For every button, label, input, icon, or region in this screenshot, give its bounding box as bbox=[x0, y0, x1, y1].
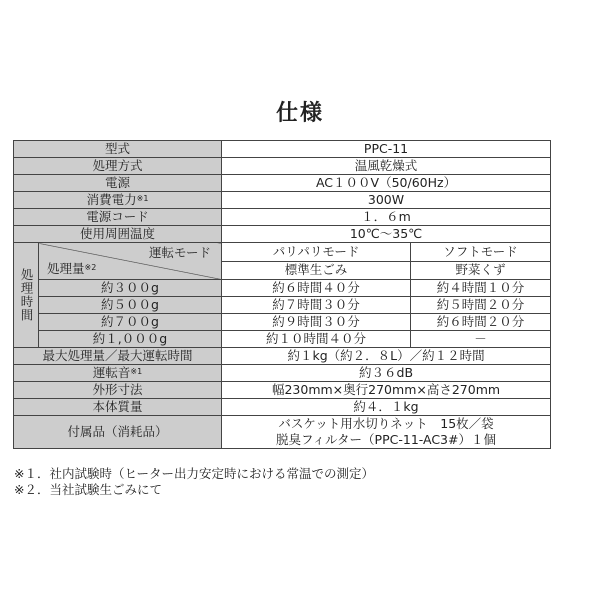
spec-value-power: AC１００V（50/60Hz） bbox=[222, 175, 551, 192]
processing-amount: 約５００g bbox=[39, 297, 222, 314]
footnote-2: ※２．当社試験生ごみにて bbox=[14, 482, 162, 497]
mode-name-soft: ソフトモード bbox=[411, 243, 551, 262]
spec-row-temp bbox=[14, 226, 551, 243]
spec-value-cord: １．６m bbox=[222, 209, 551, 226]
spec-label-method: 処理方式 bbox=[14, 158, 222, 175]
noise-note: ※1 bbox=[130, 367, 143, 376]
amount-note: ※2 bbox=[84, 263, 97, 272]
spec-row-accessories bbox=[14, 416, 551, 449]
accessory-line-2: 脱臭フィルター（PPC-11-AC3#）１個 bbox=[276, 432, 496, 447]
spec-label-noise bbox=[14, 365, 222, 382]
spec-label-max: 最大処理量／最大運転時間 bbox=[14, 348, 222, 365]
spec-value-dimensions: 幅230mm×奥行270mm×高さ270mm bbox=[222, 382, 551, 399]
spec-value-weight: 約４．１kg bbox=[222, 399, 551, 416]
footnotes bbox=[14, 466, 374, 498]
processing-diagonal-header bbox=[39, 243, 222, 280]
spec-label-model: 型式 bbox=[14, 141, 222, 158]
consumption-note: ※1 bbox=[136, 194, 149, 203]
processing-time-soft: 約４時間１０分 bbox=[411, 280, 551, 297]
processing-time-soft: 約５時間２０分 bbox=[411, 297, 551, 314]
waste-type-soft: 野菜くず bbox=[411, 261, 551, 280]
consumption-label-text: 消費電力 bbox=[86, 192, 137, 207]
accessory-line-1: バスケット用水切りネット 15枚／袋 bbox=[278, 416, 494, 431]
waste-type-hard: 標準生ごみ bbox=[222, 261, 411, 280]
spec-value-consumption: 300W bbox=[222, 192, 551, 209]
spec-row-consumption bbox=[14, 192, 551, 209]
processing-time-soft: － bbox=[411, 331, 551, 348]
spec-row-dimensions bbox=[14, 382, 551, 399]
spec-row-power bbox=[14, 175, 551, 192]
spec-label-dimensions: 外形寸法 bbox=[14, 382, 222, 399]
processing-group-label: 処理時間 bbox=[14, 243, 39, 348]
spec-label-weight: 本体質量 bbox=[14, 399, 222, 416]
spec-value-noise: 約３６dB bbox=[222, 365, 551, 382]
processing-time-hard: 約９時間３０分 bbox=[222, 314, 411, 331]
spec-label-cord: 電源コード bbox=[14, 209, 222, 226]
processing-time-hard: 約７時間３０分 bbox=[222, 297, 411, 314]
spec-value-max: 約１kg（約２．８L）／約１２時間 bbox=[222, 348, 551, 365]
spec-label-temp: 使用周囲温度 bbox=[14, 226, 222, 243]
processing-row bbox=[14, 297, 551, 314]
processing-amount: 約７００g bbox=[39, 314, 222, 331]
noise-label-text: 運転音 bbox=[92, 365, 131, 380]
amount-header-label bbox=[47, 261, 96, 277]
spec-value-method: 温風乾燥式 bbox=[222, 158, 551, 175]
spec-label-power: 電源 bbox=[14, 175, 222, 192]
spec-label-accessories: 付属品（消耗品） bbox=[14, 416, 222, 449]
processing-time-soft: 約６時間２０分 bbox=[411, 314, 551, 331]
processing-amount: 約１,０００g bbox=[39, 331, 222, 348]
spec-row-weight bbox=[14, 399, 551, 416]
processing-row bbox=[14, 331, 551, 348]
spec-row-max bbox=[14, 348, 551, 365]
processing-time-hard: 約１０時間４０分 bbox=[222, 331, 411, 348]
mode-header-label: 運転モード bbox=[149, 245, 212, 260]
spec-value-accessories bbox=[222, 416, 551, 449]
spec-row-method bbox=[14, 158, 551, 175]
footnote-1: ※１．社内試験時（ヒーター出力安定時における常温での測定） bbox=[14, 466, 374, 481]
processing-row bbox=[14, 280, 551, 297]
processing-header-row-1 bbox=[14, 243, 551, 262]
mode-name-hard: パリパリモード bbox=[222, 243, 411, 262]
processing-time-hard: 約６時間４０分 bbox=[222, 280, 411, 297]
spec-label-consumption bbox=[14, 192, 222, 209]
processing-row bbox=[14, 314, 551, 331]
spec-row-cord bbox=[14, 209, 551, 226]
spec-row-noise bbox=[14, 365, 551, 382]
spec-value-model: PPC-11 bbox=[222, 141, 551, 158]
page-title: 仕様 bbox=[275, 101, 324, 126]
spec-row-model bbox=[14, 141, 551, 158]
processing-amount: 約３００g bbox=[39, 280, 222, 297]
spec-value-temp: 10℃～35℃ bbox=[222, 226, 551, 243]
amount-header-text: 処理量 bbox=[47, 261, 85, 276]
spec-table bbox=[13, 140, 551, 449]
